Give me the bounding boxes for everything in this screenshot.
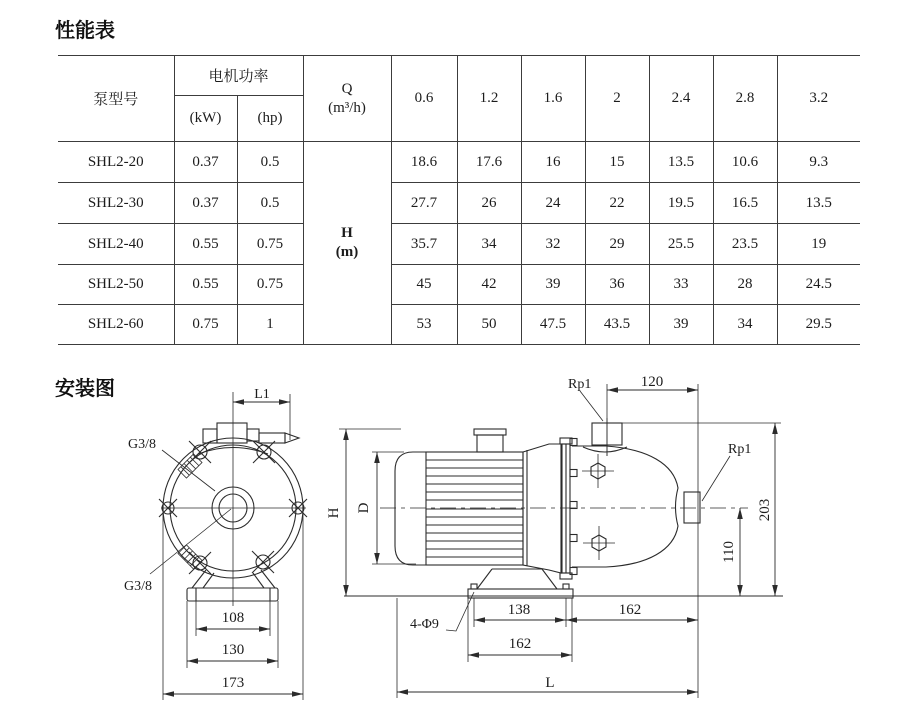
cell-h: 36 [585,265,649,305]
q-value-header: 0.6 [391,56,457,142]
terminal-box [474,429,506,452]
dim-label-l1: L1 [254,387,270,402]
header-flow-q [303,56,391,142]
h-unit: (m) [335,244,359,260]
dim-label-130: 130 [221,642,245,658]
cell-h: 28 [713,265,777,305]
header-kw: (kW) [174,96,237,142]
performance-table-title: 性能表 [55,20,115,42]
cell-h: 13.5 [649,142,713,183]
cell-h: 15 [585,142,649,183]
cell-h: 26 [457,183,521,224]
motor [395,452,523,565]
cell-kw: 0.55 [174,224,237,265]
port-label-rp1-top: Rp1 [568,377,592,392]
header-hp: (hp) [237,96,303,142]
cell-h: 19 [777,224,860,265]
cell-hp: 1 [237,305,303,345]
cell-model: SHL2-40 [58,224,174,265]
cell-h: 16 [521,142,585,183]
cell-h: 25.5 [649,224,713,265]
q-value-header: 1.2 [457,56,521,142]
dim-label-110: 110 [721,541,737,563]
cell-h: 23.5 [713,224,777,265]
installation-drawings [0,360,900,711]
cell-h: 35.7 [391,224,457,265]
threaded-port-top-hatch [178,454,202,478]
g38-top-leader [162,450,215,491]
q-symbol: Q [341,80,353,97]
dim-label-138: 138 [507,602,531,618]
top-port-assembly [198,423,299,454]
q-value-header: 1.6 [521,56,585,142]
cell-h: 34 [457,224,521,265]
q-value-header: 2 [585,56,649,142]
dim-label-l: L [545,675,555,691]
cell-model: SHL2-30 [58,183,174,224]
cell-h: 27.7 [391,183,457,224]
cell-h: 19.5 [649,183,713,224]
cell-hp: 0.75 [237,265,303,305]
dim-label-162-base: 162 [508,636,532,652]
casing-hex-plugs [582,454,615,560]
cell-h: 45 [391,265,457,305]
q-value-header: 2.4 [649,56,713,142]
port-label-g38-top: G3/8 [128,437,156,452]
side-base [468,569,573,598]
cell-h: 53 [391,305,457,345]
cell-kw: 0.37 [174,142,237,183]
cell-h: 13.5 [777,183,860,224]
side-view-dimensions [326,374,781,698]
cell-h: 39 [521,265,585,305]
cell-h: 24.5 [777,265,860,305]
cell-h: 17.6 [457,142,521,183]
installation-diagram-title: 安装图 [55,378,115,400]
pump-front-view [124,387,307,700]
dim-label-162-right: 162 [618,602,642,618]
dim-label-203: 203 [757,498,773,522]
dim-label-173: 173 [221,675,245,691]
port-label-g38-bottom: G3/8 [124,579,152,594]
cell-model: SHL2-20 [58,142,174,183]
header-pump-model: 泵型号 [58,56,174,142]
dim-label-h: H [326,507,342,519]
header-head-h [303,142,391,345]
cell-h: 43.5 [585,305,649,345]
cell-h: 32 [521,224,585,265]
pump-side-view [326,374,783,698]
cell-h: 24 [521,183,585,224]
q-unit: (m³/h) [328,99,366,116]
cell-hp: 0.75 [237,224,303,265]
cell-h: 22 [585,183,649,224]
cell-h: 42 [457,265,521,305]
cell-model: SHL2-60 [58,305,174,345]
cell-h: 33 [649,265,713,305]
dim-label-108: 108 [221,610,245,626]
dim-label-120: 120 [640,374,664,390]
cell-kw: 0.75 [174,305,237,345]
pump-bracket [523,444,561,573]
dim-label-d: D [356,502,372,514]
bolt-holes-label: 4-Φ9 [410,617,439,632]
q-value-header: 3.2 [777,56,860,142]
stage-flange [560,438,577,579]
cell-h: 50 [457,305,521,345]
cell-h: 34 [713,305,777,345]
cell-h: 29 [585,224,649,265]
cell-h: 29.5 [777,305,860,345]
cell-hp: 0.5 [237,142,303,183]
cell-h: 10.6 [713,142,777,183]
cell-h: 39 [649,305,713,345]
front-base [187,570,278,601]
cell-model: SHL2-50 [58,265,174,305]
cell-kw: 0.37 [174,183,237,224]
cell-h: 9.3 [777,142,860,183]
q-value-header: 2.8 [713,56,777,142]
cell-h: 16.5 [713,183,777,224]
header-motor-power: 电机功率 [174,56,303,96]
cell-h: 47.5 [521,305,585,345]
port-label-rp1-side: Rp1 [728,442,752,457]
h-symbol: H [341,225,353,242]
cell-h: 18.6 [391,142,457,183]
pump-casing [572,446,678,567]
performance-table [58,55,860,345]
cell-kw: 0.55 [174,265,237,305]
cell-hp: 0.5 [237,183,303,224]
